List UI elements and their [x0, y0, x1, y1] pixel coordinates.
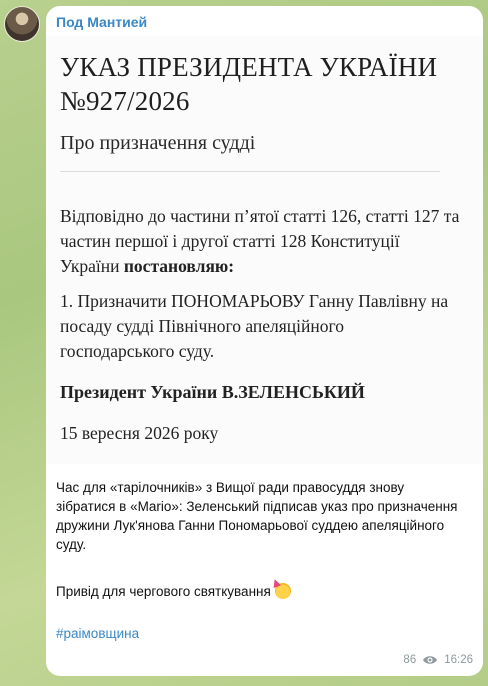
decree-divider [60, 171, 440, 172]
channel-avatar[interactable] [4, 6, 40, 42]
message-caption-2 [56, 583, 291, 599]
channel-name[interactable]: Под Мантией [56, 14, 148, 30]
message-caption-2-text: Привід для чергового святкування [56, 583, 271, 599]
decree-paragraph-2: 1. Призначити ПОНОМАРЬОВУ Ганну Павлівну на посаду судді Північного апеляційного господарського суду. [60, 291, 449, 361]
hashtag-link[interactable]: #раімовщина [56, 626, 140, 641]
eye-icon [422, 654, 438, 666]
decree-signature: Президент України В.ЗЕЛЕНСЬКИЙ [60, 382, 365, 402]
decree-paragraph-1-text: Відповідно до частини п’ятої статті 126, статті 127 та частин першої і другої статті 128 Конституції України [60, 206, 460, 276]
message-meta [403, 654, 473, 666]
message-time: 16:26 [444, 654, 473, 666]
message-bubble [46, 6, 483, 676]
partying-face-icon [275, 583, 291, 599]
decree-subtitle: Про призначення судді [60, 132, 256, 154]
decree-image[interactable] [46, 36, 483, 464]
views-count: 86 [403, 654, 417, 666]
decree-title: УКАЗ ПРЕЗИДЕНТА УКРАЇНИ №927/2026 [60, 52, 438, 116]
message-caption: Час для «тарілочників» з Вищої ради правосуддя знову зібратися в «Mario»: Зеленський підписав указ про призначення дружини Лук'янова Ганни Пономарьової суддею апеляційного суду. [56, 480, 458, 552]
decree-paragraph-1-bold: постановляю: [123, 256, 235, 276]
decree-paragraph-1 [60, 204, 460, 279]
decree-date: 15 вересня 2026 року [60, 423, 219, 443]
